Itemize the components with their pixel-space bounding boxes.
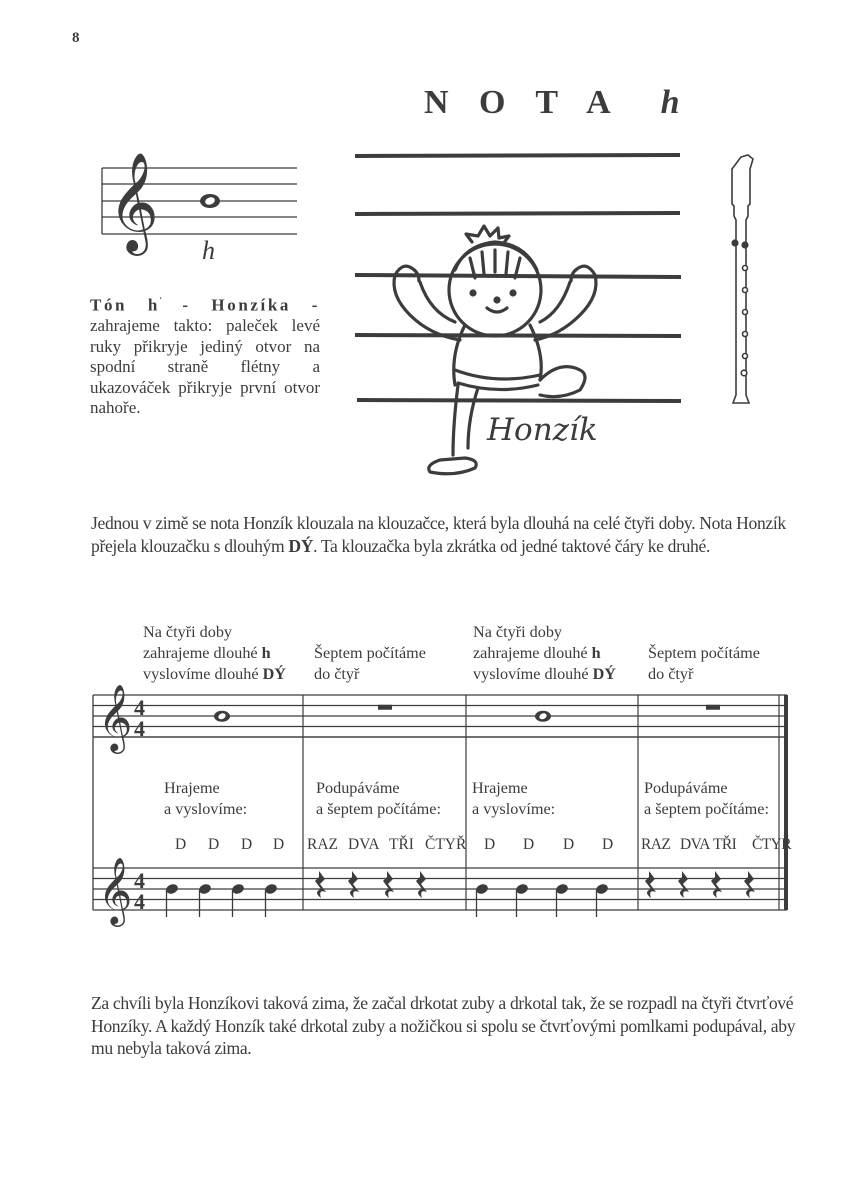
time-signature-bottom: 4 <box>134 716 145 741</box>
whole-rest <box>706 705 720 710</box>
intro-lead-mark: ' <box>159 296 162 307</box>
upper-label-3 <box>473 622 616 685</box>
time-signature-top: 4 <box>134 695 145 720</box>
label-line: a vyslovíme: <box>164 800 248 818</box>
middle-label-2 <box>316 778 441 820</box>
intro-body: zahrajeme takto: paleček levé ruky přikryje jediný otvor na spodní straně flétny a ukazováček přikryje první otvor nahoře. <box>90 316 320 418</box>
label-line: a šeptem počítáme: <box>644 800 769 818</box>
count-syllable: D <box>602 836 614 853</box>
title-note: h <box>660 84 680 121</box>
page-title <box>424 84 680 122</box>
count-syllable: ČTYŘ <box>752 836 791 853</box>
label-line: zahrajeme dlouhé h <box>473 644 601 662</box>
quarter-rest <box>711 871 722 898</box>
count-syllable: D <box>523 836 535 853</box>
count-syllable: D <box>241 836 253 853</box>
quarter-rest <box>645 871 656 898</box>
title-text: N O T A <box>424 84 622 121</box>
time-signature-bottom: 4 <box>134 889 145 914</box>
upper-label-2 <box>314 643 426 685</box>
quarter-rest <box>744 871 755 898</box>
intro-text <box>90 292 320 419</box>
middle-label-4 <box>644 778 769 820</box>
time-signature-top: 4 <box>134 868 145 893</box>
count-syllable: D <box>484 836 496 853</box>
label-line: Šeptem počítáme <box>648 644 760 662</box>
quarter-rest <box>383 871 394 898</box>
character-name: Honzík <box>487 412 598 448</box>
label-line: Hrajeme <box>472 779 528 797</box>
label-line: a šeptem počítáme: <box>316 800 441 818</box>
middle-label-1 <box>164 778 247 820</box>
count-syllable: RAZ <box>641 836 671 853</box>
treble-clef-icon: 𝄞 <box>98 856 133 924</box>
count-syllable: D <box>175 836 187 853</box>
count-syllable: TŘI <box>713 836 737 853</box>
label-line: do čtyř <box>314 665 360 683</box>
label-line: Na čtyři doby <box>473 623 563 641</box>
middle-label-3 <box>472 778 555 820</box>
paragraph-1-part-2: . Ta klouzačka byla zkrátka od jedné taktové čáry ke druhé. <box>313 535 711 556</box>
quarter-rest <box>416 871 427 898</box>
upper-label-1 <box>143 622 286 685</box>
paragraph-1-bold: DÝ <box>288 535 314 556</box>
big-staff <box>355 155 681 401</box>
label-line: do čtyř <box>648 665 694 683</box>
count-syllable: TŘI <box>389 836 414 853</box>
label-line: a vyslovíme: <box>472 800 556 818</box>
treble-clef-icon: 𝄞 <box>108 152 159 252</box>
quarter-rest <box>315 871 326 898</box>
recorder-flute-icon <box>731 155 753 403</box>
treble-clef-icon: 𝄞 <box>98 683 133 751</box>
label-line: Šeptem počítáme <box>314 644 426 662</box>
count-syllable: DVA <box>680 836 710 853</box>
label-line: Podupáváme <box>316 779 400 797</box>
whole-note-h <box>200 194 220 208</box>
count-syllable: RAZ <box>307 836 338 853</box>
label-line: Hrajeme <box>164 779 220 797</box>
label-line: Na čtyři doby <box>143 623 233 641</box>
label-line: vyslovíme dlouhé DÝ <box>473 665 616 683</box>
paragraph-1 <box>91 512 811 557</box>
paragraph-1-part-1: Jednou v zimě se nota Honzík klouzala na klouzačce, která byla dlouhá na celé čtyři doby. Nota Honzík přejela klouzačku s dlouhým <box>91 513 786 556</box>
count-syllable: ČTYŘ <box>425 836 467 853</box>
quarter-rest <box>348 871 359 898</box>
count-syllable: D <box>563 836 575 853</box>
label-line: vyslovíme dlouhé DÝ <box>143 665 286 683</box>
label-line: Podupáváme <box>644 779 728 797</box>
count-syllable: D <box>208 836 220 853</box>
count-syllable: DVA <box>348 836 380 853</box>
count-syllable: D <box>273 836 285 853</box>
paragraph-2: Za chvíli byla Honzíkovi taková zima, že začal drkotat zuby a drkotal tak, že se rozpadl na čtyři čtvrťové Honzíky. A každý Honzík také drkotal zuby a nožičkou si spolu se čtvrťovými pomlkami podupával, aby mu nebyla taková zima. <box>91 993 796 1058</box>
page-number: 8 <box>72 30 80 46</box>
upper-label-4 <box>648 643 760 685</box>
note-label-h: h <box>202 236 215 265</box>
label-line: zahrajeme dlouhé h <box>143 644 271 662</box>
quarter-rest <box>678 871 689 898</box>
intro-lead-rest: - Honzíka - <box>161 295 320 315</box>
intro-lead: Tón h <box>90 295 160 315</box>
whole-rest <box>378 705 392 710</box>
